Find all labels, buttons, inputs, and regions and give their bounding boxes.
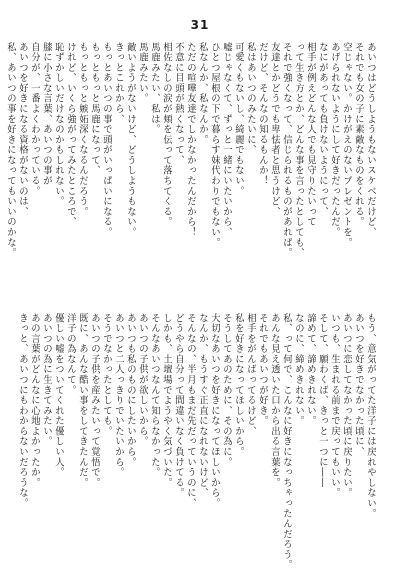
text-line: 馬鹿みたい、私は。 xyxy=(149,42,160,135)
text-line: 私を好きになってほしいから。 xyxy=(233,313,244,458)
text-line: あいつも私のものにしたいから。 xyxy=(125,313,136,468)
text-line: それでも女の子に素敵なものをくれる。 xyxy=(353,42,364,228)
text-line: ひとつ屋根の下で暮らす妹代わりでもない。 xyxy=(209,42,220,248)
lower-text-block xyxy=(16,313,376,571)
text-line: あいつと二人っきりでいたいから。 xyxy=(113,313,124,478)
text-line: 優しい嘘をついてくれた優しい人。 xyxy=(53,313,64,478)
text-line: それで強くなって、信じられるものがあれば。 xyxy=(281,42,292,259)
text-line: しかも、土壇場でようやく気づいた。 xyxy=(161,313,172,488)
text-line: ただの喧嘩友達でしかなかったんだから！ xyxy=(185,42,196,238)
text-line: だけど、そんなの知るもんか！ xyxy=(257,42,268,187)
text-line: あんな見え透いた口から出る言葉を。 xyxy=(269,313,280,488)
text-line: 膝に小さな言葉、あいつの事が xyxy=(41,42,52,187)
text-line: 諦めて、諦めきれない。 xyxy=(305,313,316,427)
text-line: 私なんか、私なんか。 xyxy=(197,42,208,145)
text-line: 私、って何で、こんなに好きになっちゃったんだろう。 xyxy=(281,313,292,571)
text-line: 恥ずかしいだけなのかもしれない。 xyxy=(53,42,64,207)
text-line: 嘘じゃなくて、ずっと一緒にいたいから、 xyxy=(221,42,232,238)
text-line: 敵いようがないけど、どうしようもない。 xyxy=(125,42,136,238)
text-line: あいつはどうしようもないスケベだけど、 xyxy=(365,42,376,238)
text-line: って生き方とか、どんな事を言ったとしても、 xyxy=(293,42,304,259)
text-line: あいつの為に生きてみたい。 xyxy=(41,313,52,447)
text-line: 私、あいつの事を好きになってもいいのかな。 xyxy=(5,42,16,259)
text-line: なにがあっても負けないようにって、 xyxy=(317,42,328,217)
text-line: そんなあいつなんて知らなかった。 xyxy=(149,313,160,478)
text-line: 友達とかどうでも卑怯者と思うけど、 xyxy=(269,42,280,217)
text-line: 馬鹿みたい。 xyxy=(137,42,148,104)
text-line: 大切なあいつを好きになってほしいから。 xyxy=(209,313,220,509)
text-line: もっとあいつの事で頭がいっぱいになる。 xyxy=(101,42,112,238)
text-line: きっと、あいつにもわからないだろうな。 xyxy=(17,313,28,509)
text-line: 洋子の為なんて。 xyxy=(65,313,76,396)
text-line: 自分が、一番よくわかっている。 xyxy=(29,42,40,197)
text-line: きっとこれから、 xyxy=(113,42,124,125)
text-line: あげられないようにして好きだったんだ。 xyxy=(329,42,340,238)
text-line: あいつの子供を産みたいって覚悟で。 xyxy=(89,313,100,488)
text-line: そうしてあのために、その為に。 xyxy=(221,313,232,468)
text-line: 相手が例えどんな人でも見守りたいって xyxy=(305,42,316,228)
text-line: けれど、いくら強がってみたところで、 xyxy=(65,42,76,228)
text-line: どうやら自分って間違いなく負けてる。 xyxy=(173,313,184,499)
text-line: いつも、生まれる前まで戻ってもいい。 xyxy=(329,313,340,499)
text-line: 相佐なしの涙が頬を伝って落ちてくる。 xyxy=(161,42,172,228)
text-line: あいつに恋してなかった頃に戻りたい。 xyxy=(341,313,352,499)
page-number: 31 xyxy=(190,18,210,32)
text-line: なんか、もうすぐ正直になれないけど、 xyxy=(197,313,208,499)
text-line: もう、意気がってた洋子には戻れやしない。 xyxy=(365,313,376,519)
text-line: それでもあいつが好き。 xyxy=(257,313,268,427)
text-line: 相手をがんばってるけど、 xyxy=(245,313,256,437)
text-line: 不意に目頭が熱くなって、 xyxy=(173,42,184,166)
text-line: そんなの、半月もまだ先だっていうのに、 xyxy=(185,313,196,509)
text-line: そうでなかったとしても。 xyxy=(101,313,112,437)
text-line: もっともっと嫉妬深くなるんだろう。 xyxy=(77,42,88,217)
text-line: 既に、あんな酷い事をしてきたんだ。 xyxy=(77,313,88,488)
upper-text-block xyxy=(4,42,376,300)
text-line: あいつを好きでなかった頃に、 xyxy=(353,313,364,458)
text-line: 空じゃない。かけがえのないプレゼントを。 xyxy=(341,42,352,248)
text-line: 私はあいつのみたいに、 xyxy=(245,42,256,156)
text-line: なのに、締めきれない。 xyxy=(293,313,304,427)
text-line: あの言葉がどんなに心地よかったか。 xyxy=(29,313,40,488)
text-line: あいつを好きになる資格がないのは、 xyxy=(17,42,28,217)
text-line: もっともっと馬鹿になって、 xyxy=(89,42,100,176)
text-line: 可愛くもないし、綺麗でもない。 xyxy=(233,42,244,197)
text-line: そして、願わくば、きっと一つに―― xyxy=(317,313,328,488)
text-line: あいつの子供が欲しいから。 xyxy=(137,313,148,447)
